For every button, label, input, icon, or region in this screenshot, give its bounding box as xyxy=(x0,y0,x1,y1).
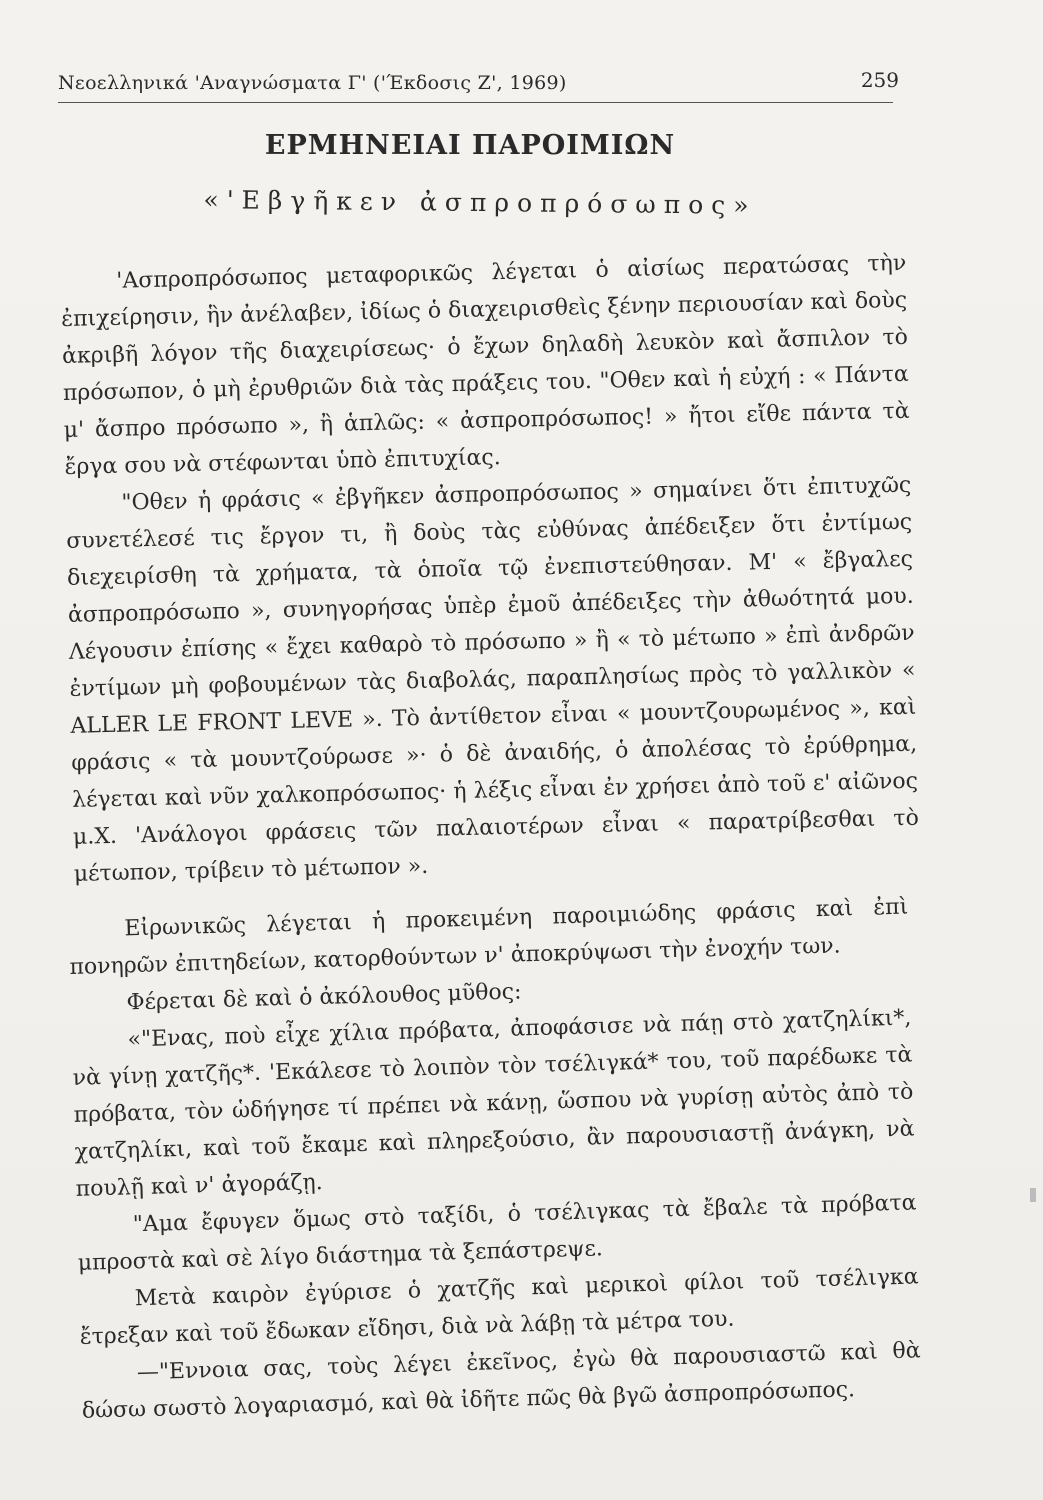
paragraph: Μετὰ καιρὸν ἐγύρισε ὁ χατζῆς καὶ μερικοὶ φίλοι τοῦ τσέλιγκα ἔτρεξαν καὶ τοῦ ἔδωκαν εἴδησι, διὰ νὰ λάβῃ τὰ μέτρα του. xyxy=(79,1264,919,1350)
page-number: 259 xyxy=(860,68,899,92)
paragraph: "Αμα ἔφυγεν ὅμως στὸ ταξίδι, ὁ τσέλιγκας τὰ ἔβαλε τὰ πρόβατα μπροστὰ καὶ σὲ λίγο διάστημα τὰ ξεπάστρεψε. xyxy=(77,1190,917,1276)
running-header xyxy=(58,62,899,103)
paragraph: «"Ενας, ποὺ εἶχε χίλια πρόβατα, ἀποφάσισε νὰ πάῃ στὸ χατζηλίκι*, νὰ γίνῃ χατζῆς*. 'Εκάλεσε τὸ λοιπὸν τὸν τσέλιγκά* του, τοῦ παρέδωκε τὰ πρόβατα, τὸν ὡδήγησε τί πρέπει νὰ κάνῃ, ὥσπου νὰ γυρίσῃ αὐτὸς ἀπὸ τὸ χατζηλίκι, καὶ τοῦ ἔκαμε καὶ πληρεξούσιο, ἂν παρουσιαστῇ ἀνάγκη, νὰ πουλῇ καὶ ν' ἀγοράζῃ. xyxy=(72,1005,915,1202)
proverb-heading: «'Εβγῆκεν ἀσπροπρόσωπος» xyxy=(203,185,757,220)
body-text-part-2 xyxy=(68,889,922,1430)
paragraph: —"Εννοια σας, τοὺς λέγει ἐκεῖνος, ἐγὼ θὰ παρουσιαστῶ καὶ θὰ δώσω σωστὸ λογαριασμό, καὶ θὰ ἰδῆτε πῶς θὰ βγῶ ἀσπροπρόσωπος. xyxy=(81,1338,921,1424)
body-text-part-1 xyxy=(60,245,920,893)
margin-mark xyxy=(1030,1188,1036,1202)
paragraph: Φέρεται δὲ καὶ ὁ ἀκόλουθος μῦθος: xyxy=(126,979,522,1016)
paragraph: "Οθεν ἡ φράσις « ἐβγῆκεν ἀσπροπρόσωπος » σημαίνει ὅτι ἐπιτυχῶς συνετέλεσέ τις ἔργον τι, ἢ δοὺς τὰς εὐθύνας ἀπέδειξεν ὅτι ἐντίμως διεχειρίσθη τὰ χρήματα, τὰ ὁποῖα τῷ ἐνεπιστεύθησαν. Μ' « ἔβγαλες ἀσπροπρόσωπο », συνηγορήσας ὑπὲρ ἐμοῦ ἀπέδειξες τὴν ἀθωότητά μου. Λέγουσιν ἐπίσης « ἔχει καθαρὸ τὸ πρόσωπο » ἢ « τὸ μέτωπο » ἐπὶ ἀνδρῶν ἐντίμων μὴ φοβουμένων τὰς διαβολάς, παραπλησίως πρὸς τὸ γαλλικὸν « ALLER LE FRONT LEVE ». Τὸ ἀντίθετον εἶναι « μουντζουρωμένος », καὶ φράσις « τὰ μουντζούρωσε »· ὁ δὲ ἀναιδής, ὁ ἀπολέσας τὸ ἐρύθρημα, λέγεται καὶ νῦν χαλκοπρόσωπος· ἡ λέξις εἶναι ἐν χρήσει ἀπὸ τοῦ ε' αἰῶνος μ.Χ. 'Ανάλογοι φράσεις τῶν παλαιοτέρων εἶναι « παρατρίβεσθαι τὸ μέτωπον, τρίβειν τὸ μέτωπον ». xyxy=(66,472,920,887)
running-title: Νεοελληνικά 'Αναγνώσματα Γ' ('Έκδοσις Ζ', 1969) xyxy=(58,72,567,94)
paragraph: 'Ασπροπρόσωπος μεταφορικῶς λέγεται ὁ αἰσίως περατώσας τὴν ἐπιχείρησιν, ἣν ἀνέλαβεν, ἰδίως ὁ διαχειρισθεὶς ξένην περιουσίαν καὶ δοὺς ἀκριβῆ λόγον τῆς διαχειρίσεως· ὁ ἔχων δηλαδὴ λευκὸν καὶ ἄσπιλον τὸ πρόσωπον, ὁ μὴ ἐρυθριῶν διὰ τὰς πράξεις του. "Οθεν καὶ ἡ εὐχή : « Πάντα μ' ἄσπρο πρόσωπο », ἢ ἁπλῶς: « ἀσπροπρόσωπος! » ἤτοι εἴθε πάντα τὰ ἔργα σου νὰ στέφωνται ὑπὸ ἐπιτυχίας. xyxy=(60,250,910,480)
section-title: ΕΡΜΗΝΕΙΑΙ ΠΑΡΟΙΜΙΩΝ xyxy=(264,130,676,161)
paragraph: Εἰρωνικῶς λέγεται ἡ προκειμένη παροιμιώδης φράσις καὶ ἐπὶ πονηρῶν ἐπιτηδείων, κατορθούντων ν' ἀποκρύψωσι τὴν ἐνοχήν των. xyxy=(69,894,909,980)
